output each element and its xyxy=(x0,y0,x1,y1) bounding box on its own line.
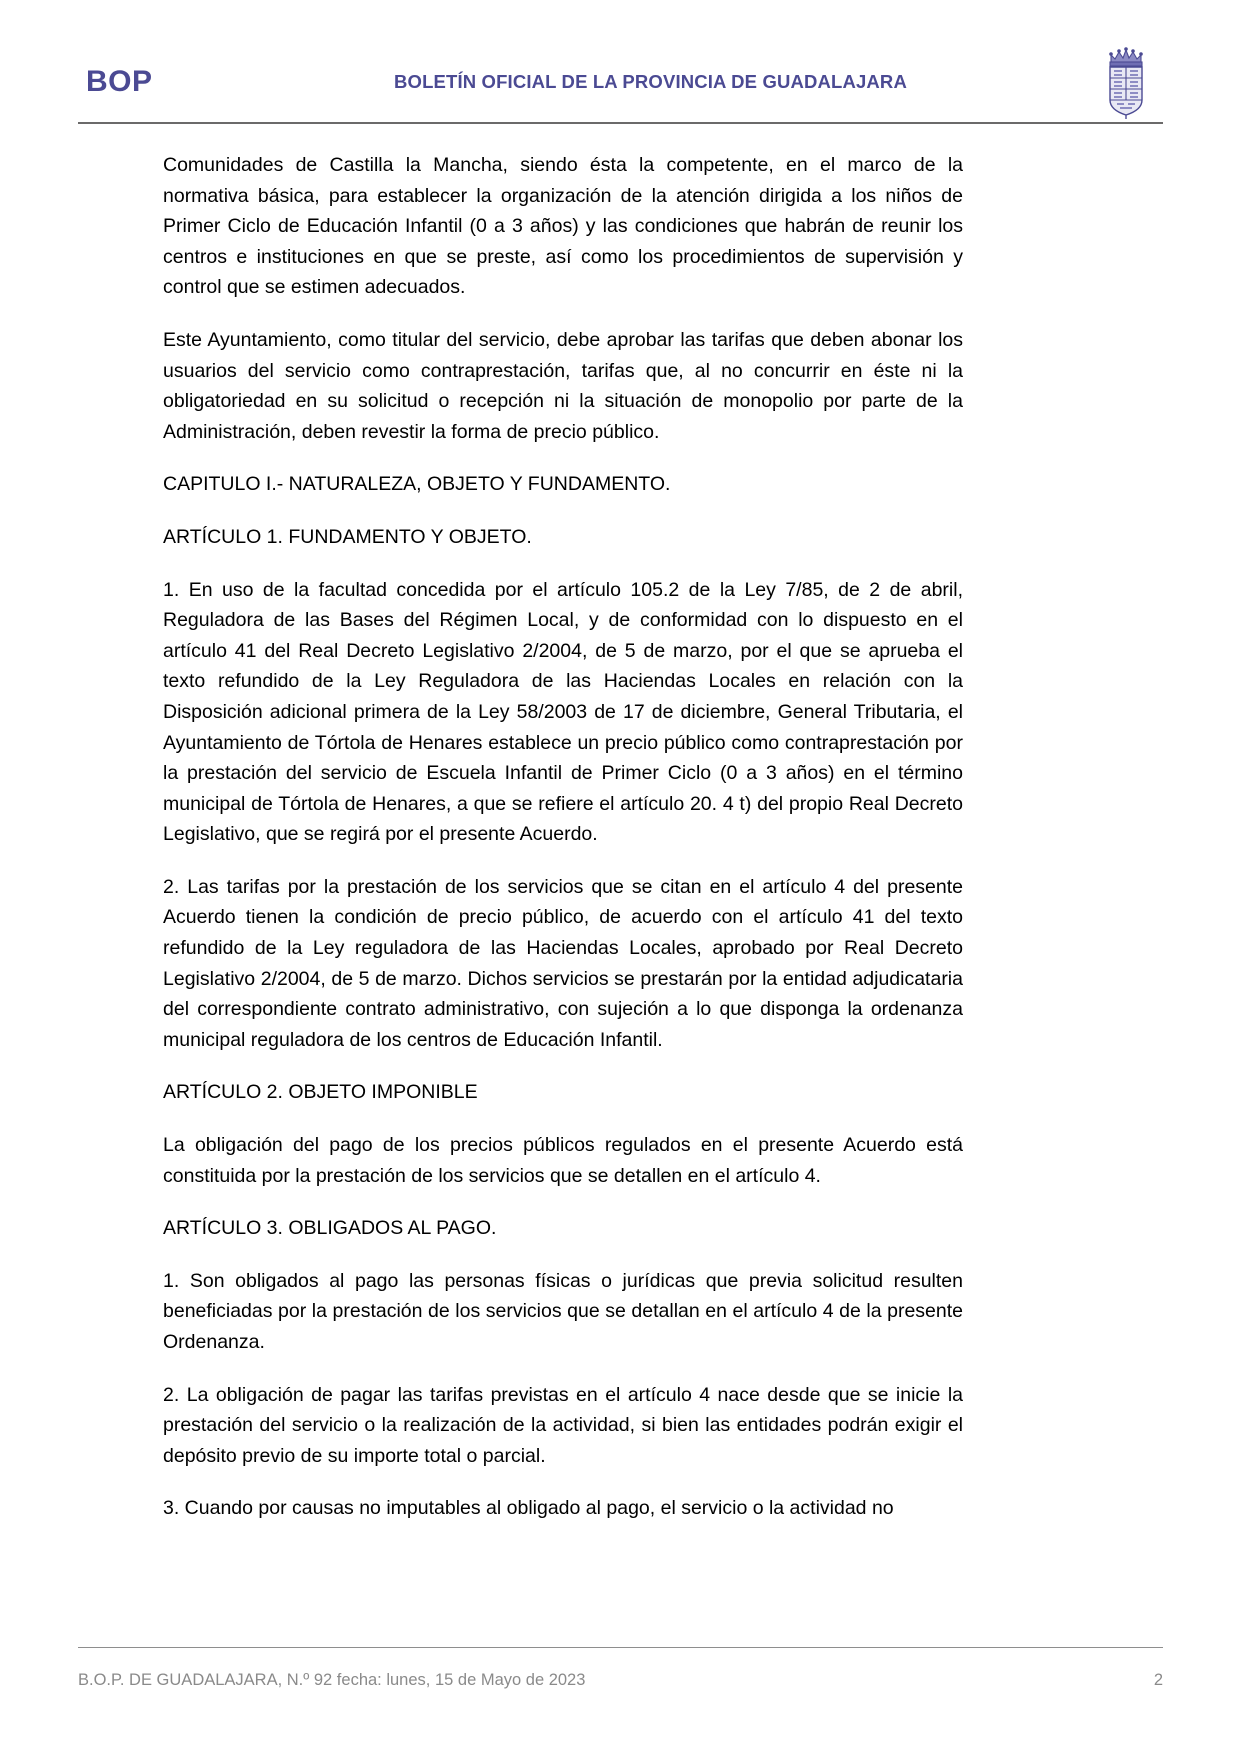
paragraph: 2. Las tarifas por la prestación de los servicios que se citan en el artículo 4 del presente Acuerdo tienen la condición de precio público, de acuerdo con el artículo 41 del texto refundido de la Ley reguladora de las Haciendas Locales, aprobado por Real Decreto Legislativo 2/2004, de 5 de marzo. Dichos servicios se prestarán por la entidad adjudicataria del correspondiente contrato administrativo, con sujeción a lo que disponga la ordenanza municipal reguladora de los centros de Educación Infantil. xyxy=(163,875,963,1051)
page-number: 2 xyxy=(1153,1671,1163,1689)
paragraph: Este Ayuntamiento, como titular del servicio, debe aprobar las tarifas que deben abonar los usuarios del servicio como contraprestación, tarifas que, al no concurrir en éste ni la obligatoriedad en su solicitud o recepción ni la situación de monopolio por parte de la Administración, deben revestir la forma de precio público. xyxy=(163,328,963,443)
page-title: BOLETÍN OFICIAL DE LA PROVINCIA DE GUADALAJARA xyxy=(394,71,907,92)
paragraph: La obligación del pago de los precios públicos regulados en el presente Acuerdo está constituida por la prestación de los servicios que se detallen en el artículo 4. xyxy=(163,1134,963,1187)
bop-logo: BOP xyxy=(86,65,153,98)
section-heading-articulo-3: ARTÍCULO 3. OBLIGADOS AL PAGO. xyxy=(163,1217,497,1240)
page-footer xyxy=(78,1671,1163,1690)
document-content xyxy=(163,150,963,1524)
header-inner xyxy=(78,46,1163,118)
section-heading-capitulo-1: CAPITULO I.- NATURALEZA, OBJETO Y FUNDAMENTO. xyxy=(163,473,671,496)
paragraph: 2. La obligación de pagar las tarifas previstas en el artículo 4 nace desde que se inicie la prestación del servicio o la realización de la actividad, si bien las entidades podrán exigir el depósito previo de su importe total o parcial. xyxy=(163,1383,963,1467)
paragraph: 3. Cuando por causas no imputables al obligado al pago, el servicio o la actividad no xyxy=(163,1497,894,1520)
paragraph: 1. Son obligados al pago las personas físicas o jurídicas que previa solicitud resulten beneficiadas por la prestación de los servicios que se detallan en el artículo 4 de la presente Ordenanza. xyxy=(163,1269,963,1353)
footer-publication-info: B.O.P. DE GUADALAJARA, N.º 92 fecha: lunes, 15 de Mayo de 2023 xyxy=(78,1671,586,1689)
coat-of-arms-icon xyxy=(1099,42,1153,120)
footer-divider xyxy=(78,1647,1163,1648)
header-divider xyxy=(78,122,1163,124)
page-header xyxy=(78,46,1163,118)
paragraph: 1. En uso de la facultad concedida por el artículo 105.2 de la Ley 7/85, de 2 de abril, Reguladora de las Bases del Régimen Local, y de conformidad con lo dispuesto en el artículo 41 del Real Decreto Legislativo 2/2004, de 5 de marzo, por el que se aprueba el texto refundido de la Ley Reguladora de las Haciendas Locales en relación con la Disposición adicional primera de la Ley 58/2003 de 17 de diciembre, General Tributaria, el Ayuntamiento de Tórtola de Henares establece un precio público como contraprestación por la prestación del servicio de Escuela Infantil de Primer Ciclo (0 a 3 años) en el término municipal de Tórtola de Henares, a que se refiere el artículo 20. 4 t) del propio Real Decreto Legislativo, que se regirá por el presente Acuerdo. xyxy=(163,578,963,846)
section-heading-articulo-2: ARTÍCULO 2. OBJETO IMPONIBLE xyxy=(163,1081,478,1104)
paragraph: Comunidades de Castilla la Mancha, siendo ésta la competente, en el marco de la normativa básica, para establecer la organización de la atención dirigida a los niños de Primer Ciclo de Educación Infantil (0 a 3 años) y las condiciones que habrán de reunir los centros e instituciones en que se preste, así como los procedimientos de supervisión y control que se estimen adecuados. xyxy=(163,154,963,299)
section-heading-articulo-1: ARTÍCULO 1. FUNDAMENTO Y OBJETO. xyxy=(163,525,532,548)
